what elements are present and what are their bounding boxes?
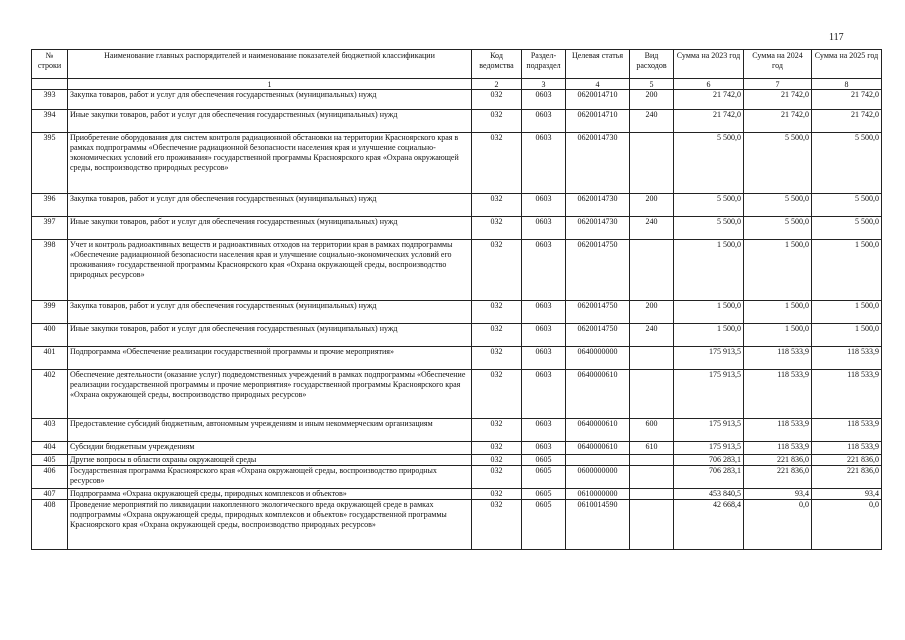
target-article-cell: 0620014750	[566, 301, 630, 324]
sum-2024-cell: 1 500,0	[744, 324, 812, 347]
expense-type-cell	[630, 455, 674, 466]
section-code-cell: 0603	[522, 419, 566, 442]
section-code-cell: 0605	[522, 466, 566, 489]
header-sum-2024: Сумма на 2024 год	[744, 50, 812, 79]
row-number-cell: 397	[32, 217, 68, 240]
target-article-cell: 0610014590	[566, 500, 630, 550]
item-name-cell: Подпрограмма «Охрана окружающей среды, природных комплексов и объектов»	[68, 489, 472, 500]
expense-type-cell	[630, 500, 674, 550]
column-number: 4	[566, 79, 630, 90]
department-code-cell: 032	[472, 217, 522, 240]
section-code-cell: 0603	[522, 240, 566, 301]
sum-2023-cell: 1 500,0	[674, 324, 744, 347]
sum-2024-cell: 21 742,0	[744, 90, 812, 110]
row-number-cell: 394	[32, 110, 68, 133]
department-code-cell: 032	[472, 347, 522, 370]
section-code-cell: 0603	[522, 217, 566, 240]
department-code-cell: 032	[472, 466, 522, 489]
item-name-cell: Приобретение оборудования для систем контроля радиационной обстановки на территории Красноярского края в рамках подпрограммы «Обеспечение радиационной безопасности населения края и улучшение социально-экономических условий его проживания» государственной программы Красноярского края «Охрана окружающей среды, воспроизводство природных ресурсов»	[68, 133, 472, 194]
target-article-cell	[566, 455, 630, 466]
target-article-cell: 0620014710	[566, 90, 630, 110]
table-row	[32, 301, 882, 324]
expense-type-cell: 240	[630, 324, 674, 347]
item-name-cell: Иные закупки товаров, работ и услуг для обеспечения государственных (муниципальных) нужд	[68, 324, 472, 347]
item-name-cell: Закупка товаров, работ и услуг для обеспечения государственных (муниципальных) нужд	[68, 90, 472, 110]
header-row-number: № строки	[32, 50, 68, 79]
table-row	[32, 324, 882, 347]
sum-2023-cell: 175 913,5	[674, 370, 744, 419]
target-article-cell: 0620014750	[566, 240, 630, 301]
sum-2024-cell: 118 533,9	[744, 370, 812, 419]
department-code-cell: 032	[472, 500, 522, 550]
target-article-cell: 0600000000	[566, 466, 630, 489]
target-article-cell: 0620014730	[566, 217, 630, 240]
sum-2024-cell: 118 533,9	[744, 347, 812, 370]
sum-2024-cell: 5 500,0	[744, 217, 812, 240]
column-number: 3	[522, 79, 566, 90]
row-number-cell: 398	[32, 240, 68, 301]
column-number	[32, 79, 68, 90]
sum-2023-cell: 5 500,0	[674, 217, 744, 240]
row-number-cell: 404	[32, 442, 68, 455]
sum-2023-cell: 706 283,1	[674, 466, 744, 489]
section-code-cell: 0603	[522, 324, 566, 347]
header-name: Наименование главных распорядителей и наименование показателей бюджетной классификации	[68, 50, 472, 79]
item-name-cell: Подпрограмма «Обеспечение реализации государственной программы и прочие мероприятия»	[68, 347, 472, 370]
target-article-cell: 0620014730	[566, 194, 630, 217]
sum-2025-cell: 1 500,0	[812, 301, 882, 324]
sum-2024-cell: 93,4	[744, 489, 812, 500]
header-department-code: Код ведомства	[472, 50, 522, 79]
sum-2023-cell: 21 742,0	[674, 110, 744, 133]
column-number: 5	[630, 79, 674, 90]
column-number: 7	[744, 79, 812, 90]
target-article-cell: 0620014730	[566, 133, 630, 194]
row-number-cell: 406	[32, 466, 68, 489]
item-name-cell: Иные закупки товаров, работ и услуг для обеспечения государственных (муниципальных) нужд	[68, 217, 472, 240]
column-number-row	[32, 79, 882, 90]
sum-2024-cell: 0,0	[744, 500, 812, 550]
sum-2025-cell: 118 533,9	[812, 370, 882, 419]
department-code-cell: 032	[472, 419, 522, 442]
section-code-cell: 0603	[522, 347, 566, 370]
item-name-cell: Предоставление субсидий бюджетным, автономным учреждениям и иным некоммерческим организациям	[68, 419, 472, 442]
section-code-cell: 0603	[522, 442, 566, 455]
column-number: 6	[674, 79, 744, 90]
section-code-cell: 0605	[522, 489, 566, 500]
row-number-cell: 393	[32, 90, 68, 110]
header-target-article: Целевая статья	[566, 50, 630, 79]
section-code-cell: 0605	[522, 455, 566, 466]
department-code-cell: 032	[472, 133, 522, 194]
target-article-cell: 0640000610	[566, 442, 630, 455]
department-code-cell: 032	[472, 489, 522, 500]
row-number-cell: 395	[32, 133, 68, 194]
department-code-cell: 032	[472, 90, 522, 110]
target-article-cell: 0620014750	[566, 324, 630, 347]
item-name-cell: Другие вопросы в области охраны окружающей среды	[68, 455, 472, 466]
expense-type-cell: 200	[630, 194, 674, 217]
row-number-cell: 402	[32, 370, 68, 419]
sum-2024-cell: 5 500,0	[744, 194, 812, 217]
row-number-cell: 405	[32, 455, 68, 466]
table-row	[32, 110, 882, 133]
sum-2024-cell: 118 533,9	[744, 442, 812, 455]
section-code-cell: 0605	[522, 500, 566, 550]
page-number: 117	[829, 32, 844, 43]
table-row	[32, 370, 882, 419]
table-row	[32, 489, 882, 500]
expense-type-cell	[630, 466, 674, 489]
expense-type-cell: 240	[630, 217, 674, 240]
table-row	[32, 500, 882, 550]
sum-2025-cell: 5 500,0	[812, 217, 882, 240]
item-name-cell: Государственная программа Красноярского края «Охрана окружающей среды, воспроизводство природных ресурсов»	[68, 466, 472, 489]
sum-2023-cell: 453 840,5	[674, 489, 744, 500]
budget-table	[31, 49, 882, 550]
section-code-cell: 0603	[522, 133, 566, 194]
sum-2025-cell: 118 533,9	[812, 347, 882, 370]
sum-2025-cell: 0,0	[812, 500, 882, 550]
department-code-cell: 032	[472, 455, 522, 466]
item-name-cell: Закупка товаров, работ и услуг для обеспечения государственных (муниципальных) нужд	[68, 301, 472, 324]
sum-2025-cell: 93,4	[812, 489, 882, 500]
department-code-cell: 032	[472, 194, 522, 217]
sum-2023-cell: 1 500,0	[674, 301, 744, 324]
expense-type-cell: 600	[630, 419, 674, 442]
row-number-cell: 403	[32, 419, 68, 442]
sum-2023-cell: 175 913,5	[674, 419, 744, 442]
sum-2025-cell: 1 500,0	[812, 324, 882, 347]
item-name-cell: Обеспечение деятельности (оказание услуг) подведомственных учреждений в рамках подпрограммы «Обеспечение реализации государственной программы и прочие мероприятия» государственной программы Красноярского края «Охрана окружающей среды, воспроизводство природных ресурсов»	[68, 370, 472, 419]
sum-2023-cell: 5 500,0	[674, 133, 744, 194]
expense-type-cell	[630, 489, 674, 500]
sum-2023-cell: 175 913,5	[674, 442, 744, 455]
sum-2025-cell: 5 500,0	[812, 133, 882, 194]
item-name-cell: Учет и контроль радиоактивных веществ и радиоактивных отходов на территории края в рамках подпрограммы «Обеспечение радиационной безопасности населения края и улучшение социально-экономических условий его проживания» государственной программы Красноярского края «Охрана окружающей среды, воспроизводство природных ресурсов»	[68, 240, 472, 301]
sum-2023-cell: 1 500,0	[674, 240, 744, 301]
item-name-cell: Проведение мероприятий по ликвидации накопленного экологического вреда окружающей среде в рамках подпрограммы «Охрана окружающей среды, природных комплексов и объектов» государственной программы Красноярского края «Охрана окружающей среды, воспроизводство природных ресурсов»	[68, 500, 472, 550]
header-section: Раздел-подраздел	[522, 50, 566, 79]
column-number: 8	[812, 79, 882, 90]
table-row	[32, 194, 882, 217]
row-number-cell: 400	[32, 324, 68, 347]
section-code-cell: 0603	[522, 194, 566, 217]
sum-2025-cell: 221 836,0	[812, 455, 882, 466]
row-number-cell: 399	[32, 301, 68, 324]
sum-2024-cell: 21 742,0	[744, 110, 812, 133]
expense-type-cell	[630, 240, 674, 301]
department-code-cell: 032	[472, 240, 522, 301]
section-code-cell: 0603	[522, 110, 566, 133]
sum-2024-cell: 5 500,0	[744, 133, 812, 194]
sum-2023-cell: 706 283,1	[674, 455, 744, 466]
target-article-cell: 0610000000	[566, 489, 630, 500]
expense-type-cell: 240	[630, 110, 674, 133]
expense-type-cell	[630, 347, 674, 370]
table-row	[32, 442, 882, 455]
column-number: 2	[472, 79, 522, 90]
expense-type-cell: 610	[630, 442, 674, 455]
table-row	[32, 133, 882, 194]
department-code-cell: 032	[472, 324, 522, 347]
target-article-cell: 0640000610	[566, 370, 630, 419]
sum-2024-cell: 1 500,0	[744, 240, 812, 301]
sum-2024-cell: 118 533,9	[744, 419, 812, 442]
sum-2025-cell: 221 836,0	[812, 466, 882, 489]
header-expense-type: Вид расходов	[630, 50, 674, 79]
table-row	[32, 240, 882, 301]
department-code-cell: 032	[472, 370, 522, 419]
expense-type-cell	[630, 370, 674, 419]
expense-type-cell: 200	[630, 90, 674, 110]
item-name-cell: Закупка товаров, работ и услуг для обеспечения государственных (муниципальных) нужд	[68, 194, 472, 217]
department-code-cell: 032	[472, 301, 522, 324]
row-number-cell: 401	[32, 347, 68, 370]
header-sum-2025: Сумма на 2025 год	[812, 50, 882, 79]
sum-2025-cell: 118 533,9	[812, 419, 882, 442]
table-row	[32, 217, 882, 240]
sum-2025-cell: 1 500,0	[812, 240, 882, 301]
section-code-cell: 0603	[522, 370, 566, 419]
target-article-cell: 0640000610	[566, 419, 630, 442]
sum-2024-cell: 1 500,0	[744, 301, 812, 324]
sum-2023-cell: 42 668,4	[674, 500, 744, 550]
sum-2025-cell: 118 533,9	[812, 442, 882, 455]
department-code-cell: 032	[472, 110, 522, 133]
sum-2025-cell: 21 742,0	[812, 110, 882, 133]
header-sum-2023: Сумма на 2023 год	[674, 50, 744, 79]
sum-2024-cell: 221 836,0	[744, 455, 812, 466]
sum-2023-cell: 21 742,0	[674, 90, 744, 110]
table-row	[32, 466, 882, 489]
table-row	[32, 455, 882, 466]
header-row	[32, 50, 882, 79]
table-row	[32, 90, 882, 110]
item-name-cell: Субсидии бюджетным учреждениям	[68, 442, 472, 455]
sum-2024-cell: 221 836,0	[744, 466, 812, 489]
section-code-cell: 0603	[522, 301, 566, 324]
expense-type-cell	[630, 133, 674, 194]
target-article-cell: 0620014710	[566, 110, 630, 133]
table-row	[32, 419, 882, 442]
item-name-cell: Иные закупки товаров, работ и услуг для обеспечения государственных (муниципальных) нужд	[68, 110, 472, 133]
sum-2023-cell: 175 913,5	[674, 347, 744, 370]
row-number-cell: 407	[32, 489, 68, 500]
row-number-cell: 396	[32, 194, 68, 217]
target-article-cell: 0640000000	[566, 347, 630, 370]
row-number-cell: 408	[32, 500, 68, 550]
sum-2025-cell: 5 500,0	[812, 194, 882, 217]
sum-2023-cell: 5 500,0	[674, 194, 744, 217]
section-code-cell: 0603	[522, 90, 566, 110]
table-row	[32, 347, 882, 370]
column-number: 1	[68, 79, 472, 90]
sum-2025-cell: 21 742,0	[812, 90, 882, 110]
expense-type-cell: 200	[630, 301, 674, 324]
department-code-cell: 032	[472, 442, 522, 455]
